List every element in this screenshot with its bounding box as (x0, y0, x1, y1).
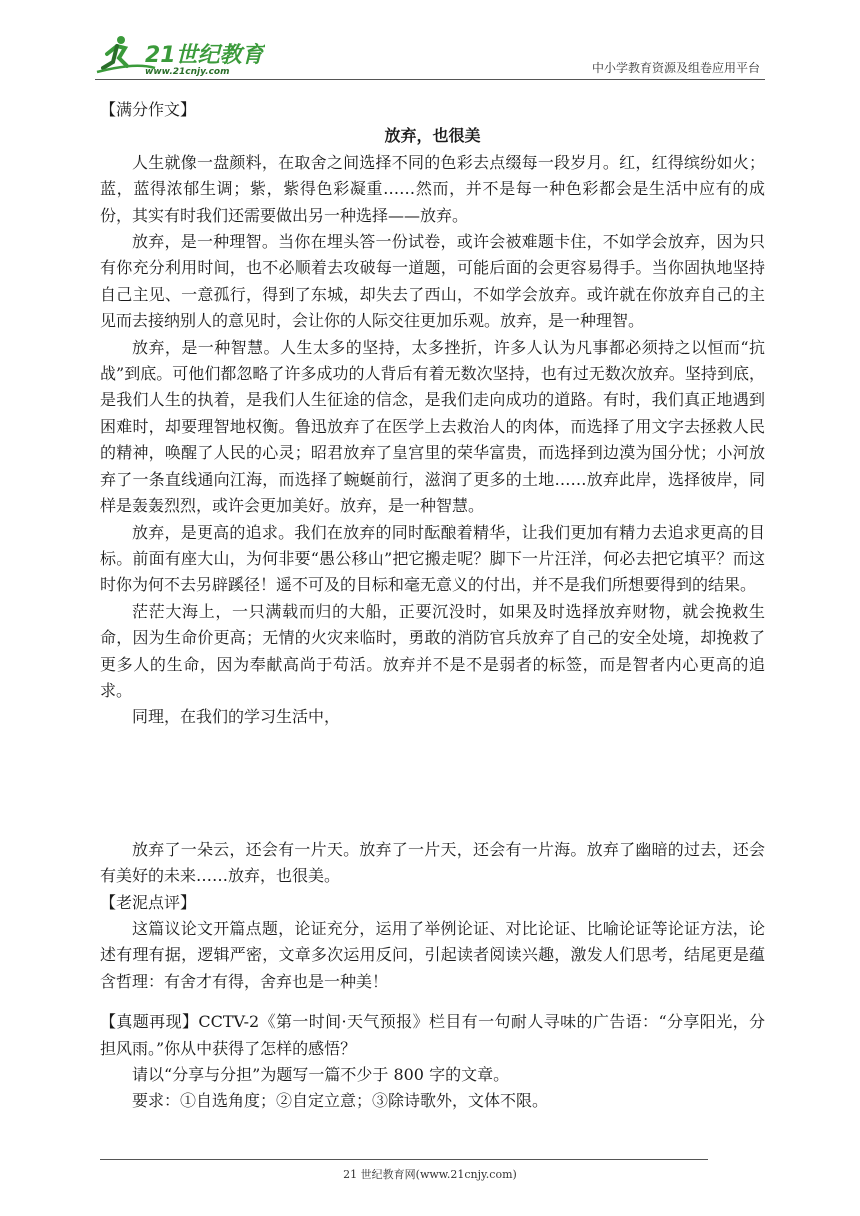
page-footer: 21 世纪教育网(www.21cnjy.com) (343, 1168, 517, 1181)
review-paragraph: 这篇议论文开篇点题，论证充分，运用了举例论证、对比论证、比喻论证等论证方法，论述有理有据，逻辑严密，文章多次运用反问，引起读者阅读兴趣，激发人们思考，结尾更是蕴含哲理：有舍才有得，舍弃也是一种美！ (100, 918, 765, 991)
logo-text: 21世纪教育 (145, 43, 264, 68)
essay-paragraph: 放弃了一朵云，还会有一片天。放弃了一片天，还会有一片海。放弃了幽暗的过去，还会有美好的未来……放弃，也很美。 (100, 839, 765, 886)
blank-space (100, 731, 765, 837)
document-body (100, 97, 765, 1115)
essay-paragraph: 放弃，是更高的追求。我们在放弃的同时酝酿着精华，让我们更加有精力去追求更高的目标。前面有座大山，为何非要“愚公移山”把它搬走呢？脚下一片汪洋，何必去把它填平？而这时你为何不去另辟蹊径！遥不可及的目标和毫无意义的付出，并不是我们所想要得到的结果。 (100, 522, 765, 595)
essay-title: 放弃，也很美 (384, 126, 481, 146)
essay-paragraph: 人生就像一盘颜料，在取舍之间选择不同的色彩去点缀每一段岁月。红，红得缤纷如火；蓝，蓝得浓郁生调；紫，紫得色彩凝重……然而，并不是每一种色彩都会是生活中应有的成份，其实有时我们还需要做出另一种选择——放弃。 (100, 152, 765, 225)
exam-prompt (100, 1009, 765, 1062)
blank-space (100, 995, 765, 1009)
essay-paragraph: 放弃，是一种智慧。人生太多的坚持，太多挫折，许多人认为凡事都必须持之以恒而“抗战”到底。可他们都忽略了许多成功的人背后有着无数次坚持，也有过无数次放弃。坚持到底，是我们人生的执着，是我们人生征途的信念，是我们走向成功的道路。有时，我们真正地遇到困难时，却要理智地权衡。鲁迅放弃了在医学上去救治人的肉体，而选择了用文字去拯救人民的精神，唤醒了人民的心灵；昭君放弃了皇宫里的荣华富贵，而选择到边漠为国分忧；小河放弃了一条直线通向江海，而选择了蜿蜒前行，滋润了更多的土地……放弃此岸，选择彼岸，同样是轰轰烈烈，或许会更加美好。放弃，是一种智慧。 (100, 337, 765, 516)
section-label-exam: 【真题再现】 (100, 1012, 199, 1032)
exam-prompt-text: CCTV-2《第一时间·天气预报》栏目有一句耐人寻味的广告语：“分享阳光，分担风雨。”你从中获得了怎样的感悟？ (100, 1012, 765, 1058)
essay-paragraph: 同理，在我们的学习生活中， (132, 707, 341, 727)
section-label-essay: 【满分作文】 (100, 100, 197, 119)
exam-task: 请以“分享与分担”为题写一篇不少于 800 字的文章。 (132, 1065, 510, 1084)
21cnjy-logo (95, 32, 265, 78)
logo-url: www.21cnjy.com (145, 67, 230, 77)
essay-paragraph: 茫茫大海上，一只满载而归的大船，正要沉没时，如果及时选择放弃财物，就会挽救生命，因为生命价更高；无情的火灾来临时，勇敢的消防官兵放弃了自己的安全处境，却挽救了更多人的生命，因为奉献高尚于苟活。放弃并不是不是弱者的标签，而是智者内心更高的追求。 (100, 601, 765, 700)
page-header (95, 32, 760, 80)
header-divider (95, 79, 765, 80)
section-label-review: 【老泥点评】 (100, 892, 197, 912)
exam-requirements: 要求：①自选角度；②自定立意；③除诗歌外，文体不限。 (132, 1091, 549, 1111)
footer-divider (100, 1159, 708, 1160)
platform-name: 中小学教育资源及组卷应用平台 (591, 61, 760, 75)
essay-paragraph: 放弃，是一种理智。当你在埋头答一份试卷，或许会被难题卡住，不如学会放弃，因为只有你充分利用时间，也不必顺着去攻破每一道题，可能后面的会更容易得手。当你固执地坚持自己主见、一意孤行，得到了东城，却失去了西山，不如学会放弃。或许就在你放弃自己的主见而去接纳别人的意见时，会让你的人际交往更加乐观。放弃，是一种理智。 (100, 232, 765, 331)
